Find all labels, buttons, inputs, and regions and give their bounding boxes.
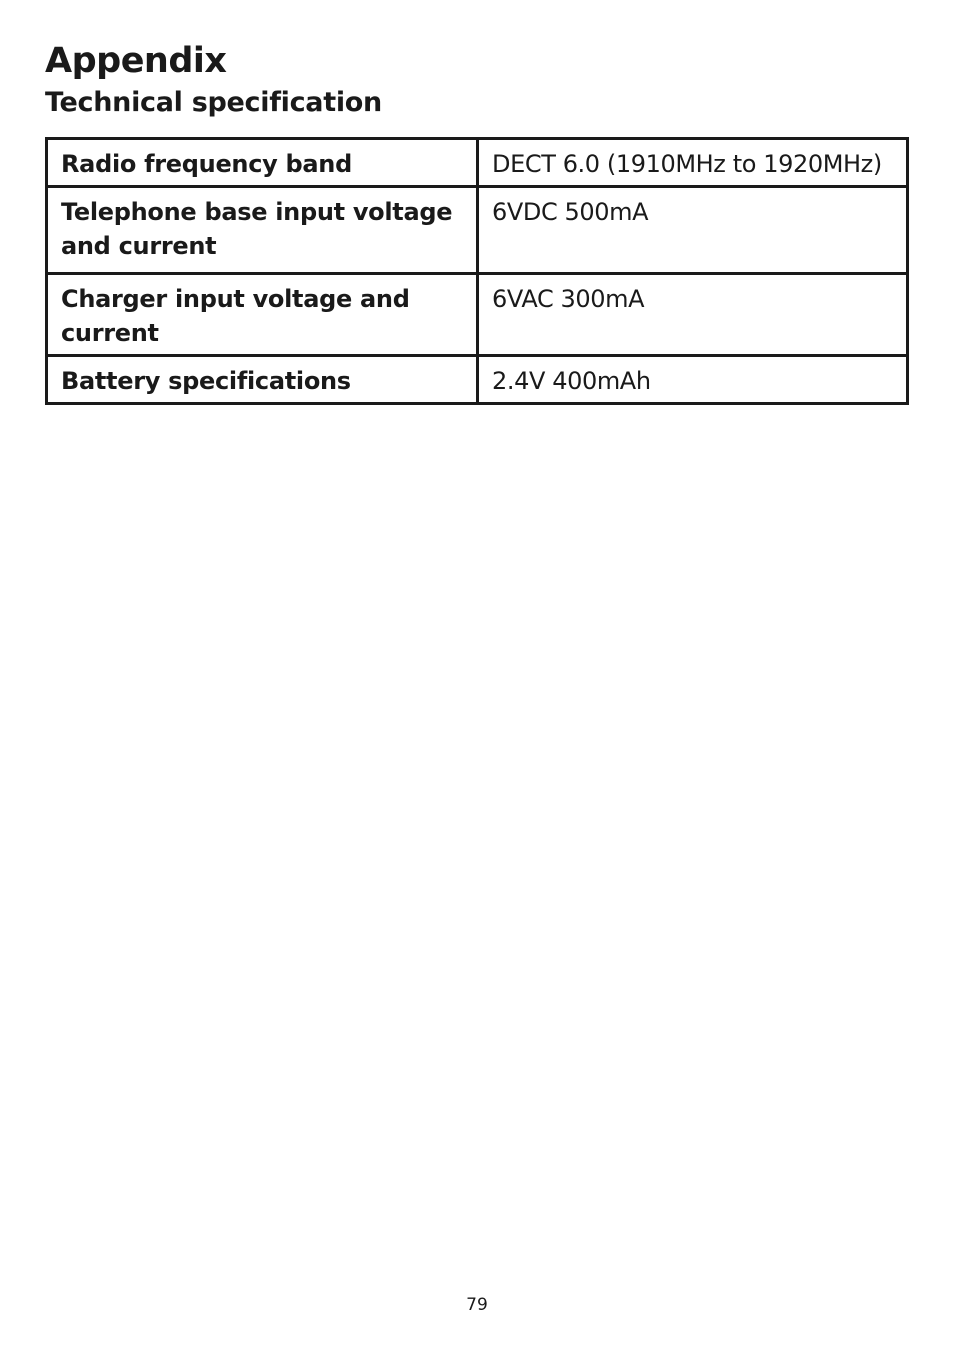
table-row [47, 139, 908, 187]
spec-value-charger-input: 6VAC 300mA [478, 274, 908, 356]
spec-label-radio-frequency-band: Radio frequency band [47, 139, 478, 187]
page-number: 79 [466, 1295, 488, 1315]
technical-specification-table [45, 137, 909, 405]
table-row [47, 274, 908, 356]
spec-label-battery: Battery specifications [47, 356, 478, 404]
spec-value-battery: 2.4V 400mAh [478, 356, 908, 404]
table-row [47, 356, 908, 404]
section-heading: Technical specification [45, 87, 382, 118]
page-heading: Appendix [45, 41, 227, 81]
spec-label-charger-input: Charger input voltage and current [47, 274, 478, 356]
spec-value-base-input: 6VDC 500mA [478, 187, 908, 274]
spec-label-base-input: Telephone base input voltage and current [47, 187, 478, 274]
table-row [47, 187, 908, 274]
spec-value-radio-frequency-band: DECT 6.0 (1910MHz to 1920MHz) [478, 139, 908, 187]
